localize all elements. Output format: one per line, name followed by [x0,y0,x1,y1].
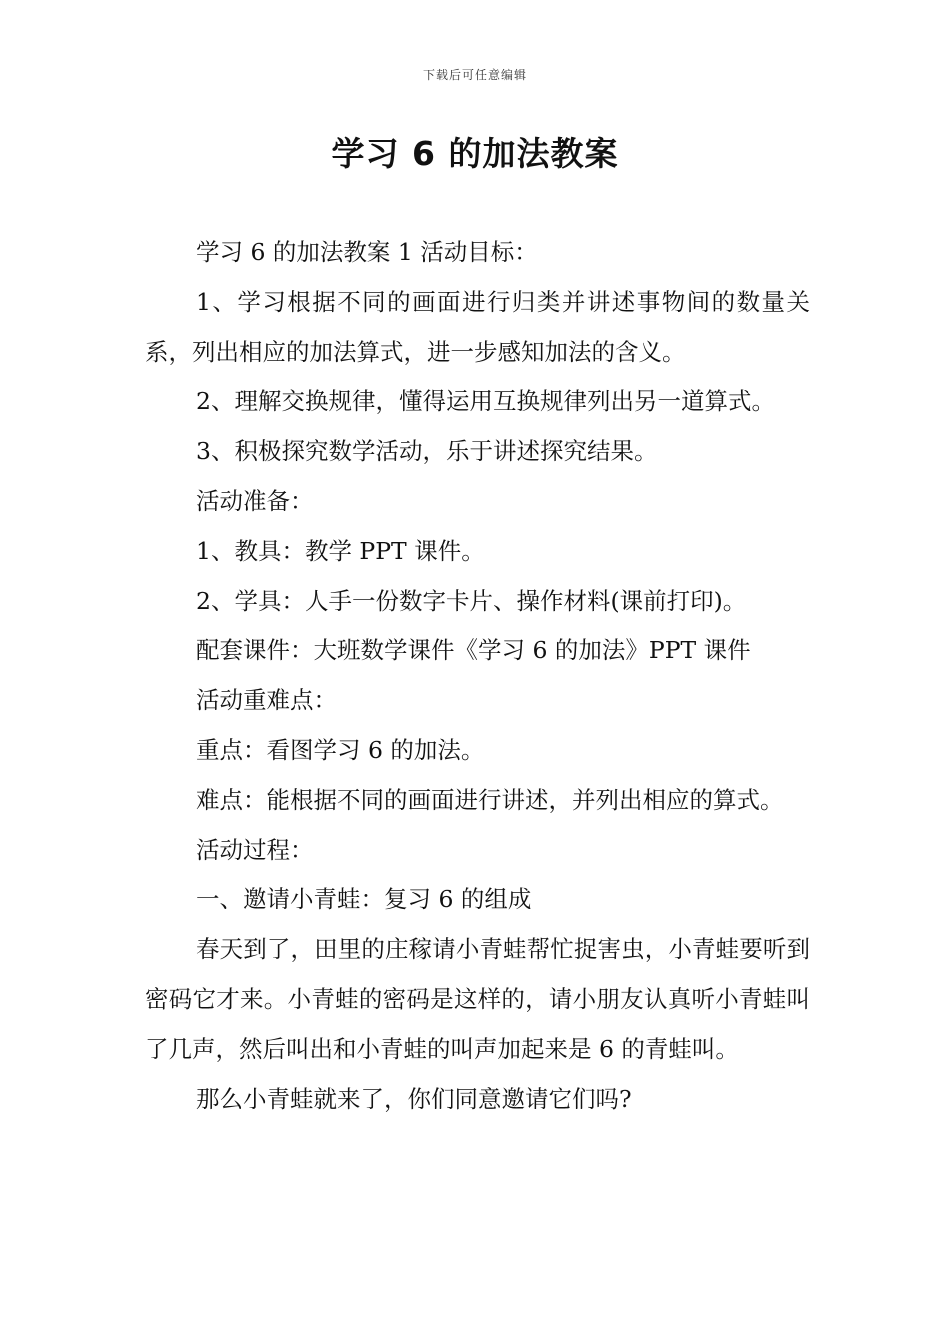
paragraph-goal-2: 2、理解交换规律，懂得运用互换规律列出另一道算式。 [196,387,775,416]
paragraph-activity-goal-heading: 学习 6 的加法教案 1 活动目标： [196,238,538,266]
paragraph-step-1-heading: 一、邀请小青蛙：复习 6 的组成 [196,885,532,914]
paragraph-goal-1: 1、学习根据不同的画面进行归类并讲述事物间的数量关系，列出相应的加法算式，进一步感知加法的含义。 [145,287,810,366]
paragraph-preparation-2: 2、学具：人手一份数字卡片、操作材料(课前打印)。 [196,586,747,615]
paragraph-difficult-point: 难点：能根据不同的画面进行讲述，并列出相应的算式。 [196,785,784,814]
page-header-note: 下载后可任意编辑 [422,68,527,82]
paragraph-preparation-heading: 活动准备： [196,486,314,515]
paragraph-step-1-story: 春天到了，田里的庄稼请小青蛙帮忙捉害虫，小青蛙要听到密码它才来。小青蛙的密码是这样的，请小朋友认真听小青蛙叫了几声，然后叫出和小青蛙的叫声加起来是 6 的青蛙叫。 [145,935,810,1063]
paragraph-preparation-1: 1、教具：教学 PPT 课件。 [196,536,485,565]
paragraph-key-points-heading: 活动重难点： [196,686,337,715]
document-title: 学习 6 的加法教案 [331,134,619,173]
paragraph-goal-3: 3、积极探究数学活动，乐于讲述探究结果。 [196,437,658,466]
paragraph-courseware: 配套课件：大班数学课件《学习 6 的加法》PPT 课件 [196,636,751,665]
paragraph-step-1-question: 那么小青蛙就来了，你们同意邀请它们吗? [196,1084,632,1113]
document-body [145,228,810,1124]
paragraph-process-heading: 活动过程： [196,835,314,864]
paragraph-key-point: 重点：看图学习 6 的加法。 [196,735,485,764]
